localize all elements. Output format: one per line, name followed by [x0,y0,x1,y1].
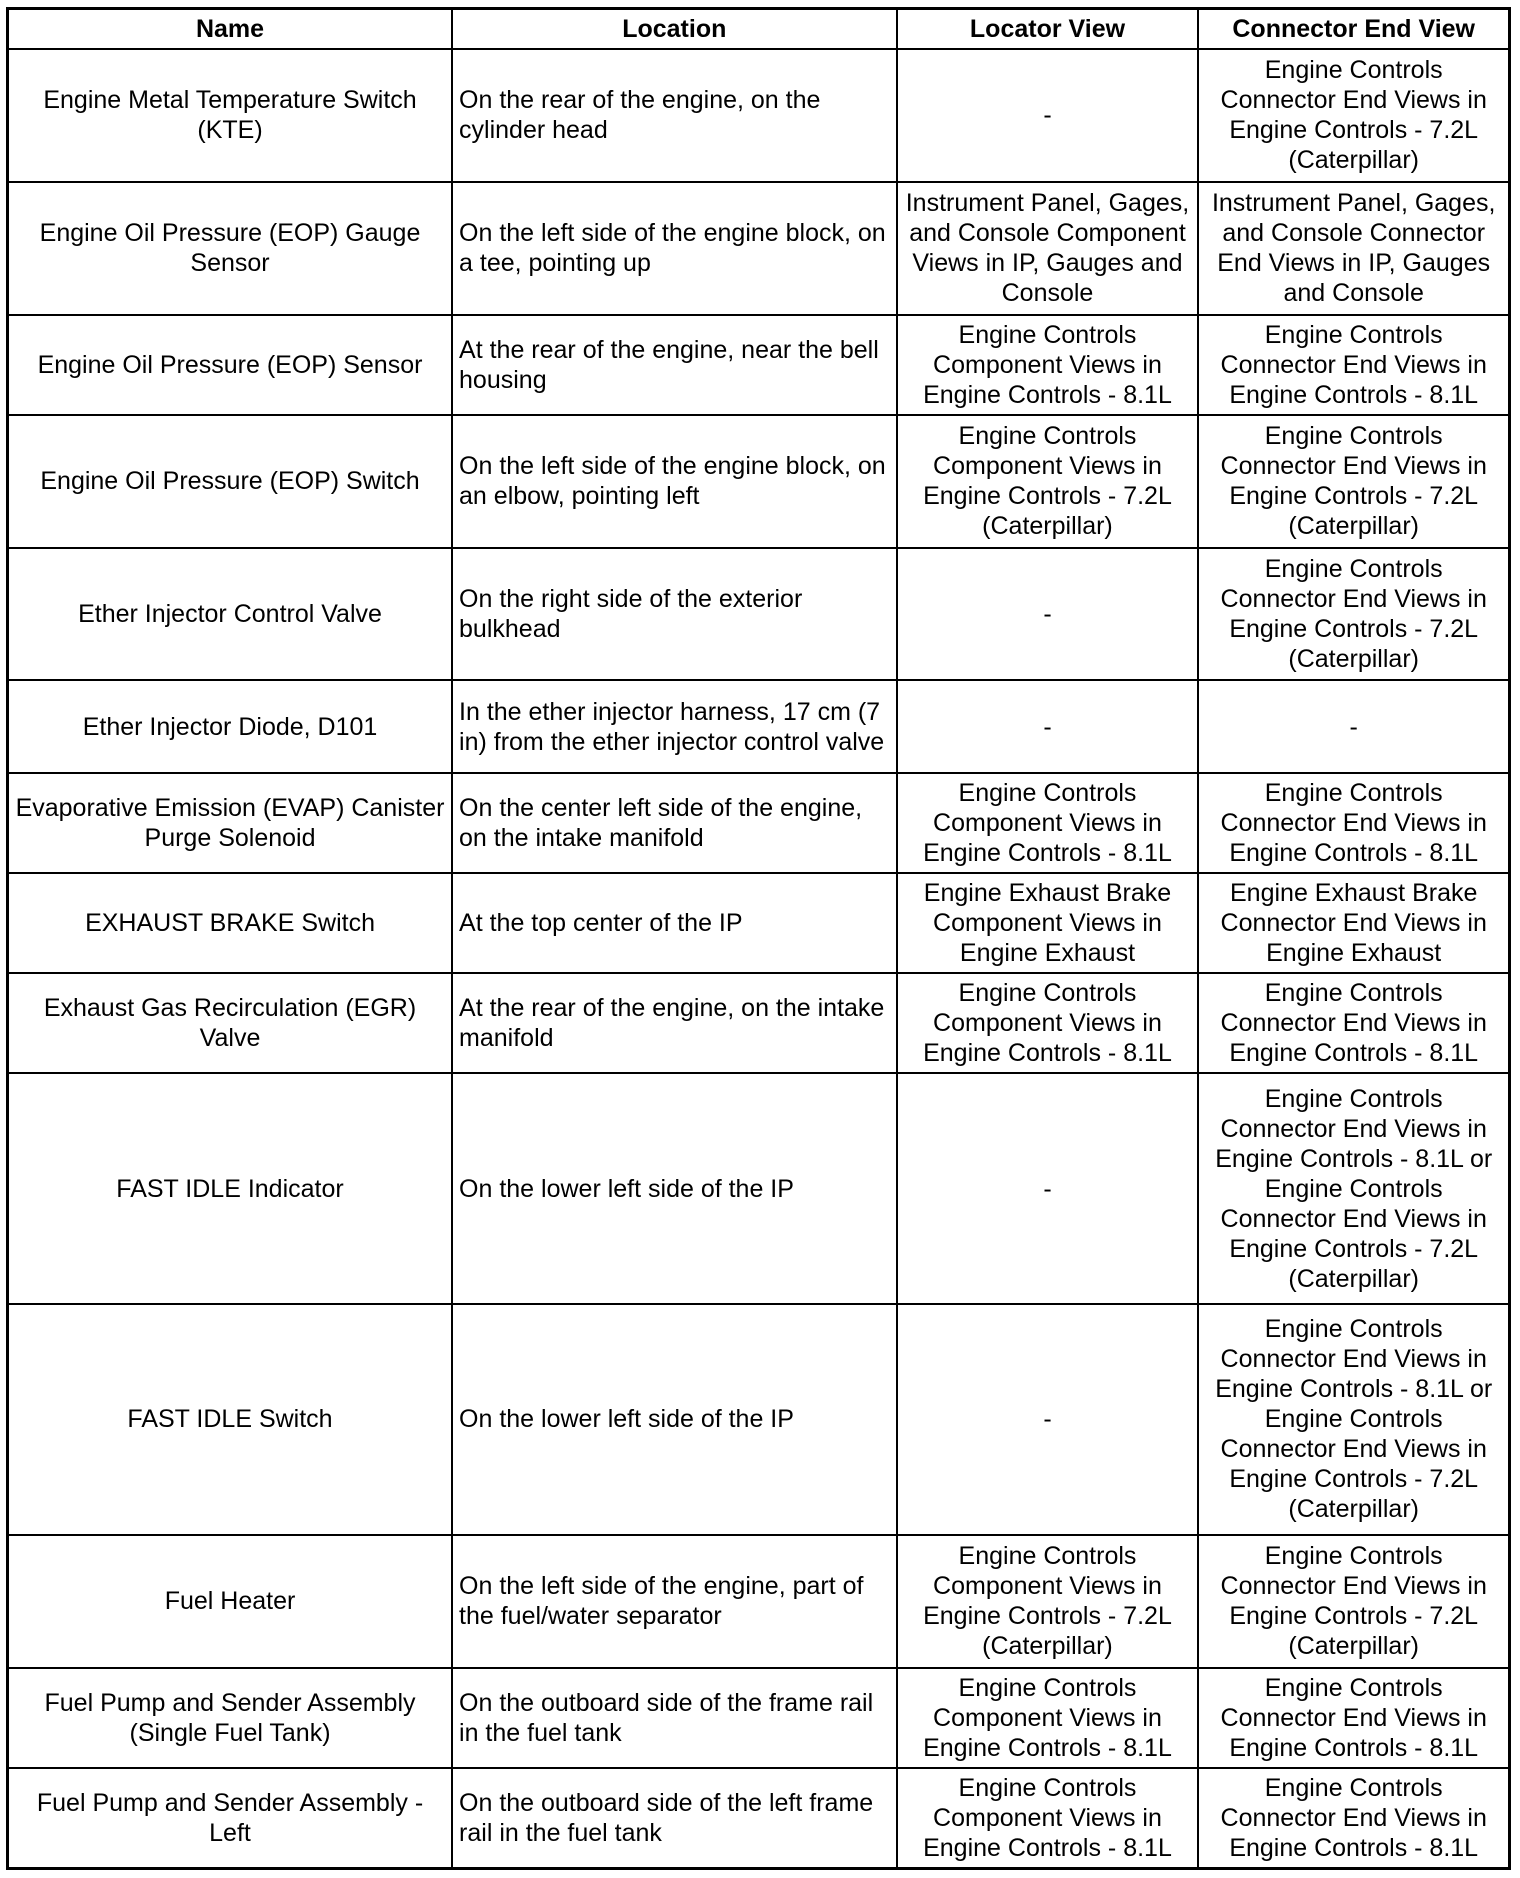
header-connector-end-view: Connector End View [1198,9,1509,50]
cell-locator-view: Instrument Panel, Gages, and Console Component Views in IP, Gauges and Console [897,182,1199,315]
header-locator-view: Locator View [897,9,1199,50]
cell-name: Engine Oil Pressure (EOP) Switch [8,415,453,548]
cell-name: Fuel Pump and Sender Assembly (Single Fuel Tank) [8,1668,453,1768]
cell-name: Engine Oil Pressure (EOP) Sensor [8,315,453,415]
cell-connector-end-view: Engine Controls Connector End Views in Engine Controls - 8.1L or Engine Controls Connector End Views in Engine Controls - 7.2L (Caterpillar) [1198,1073,1509,1304]
cell-location: At the rear of the engine, near the bell housing [452,315,897,415]
cell-name: FAST IDLE Switch [8,1304,453,1535]
cell-location: At the rear of the engine, on the intake manifold [452,973,897,1073]
table-row [8,1073,1510,1304]
cell-locator-view: Engine Controls Component Views in Engine Controls - 8.1L [897,773,1199,873]
cell-locator-view: Engine Controls Component Views in Engine Controls - 8.1L [897,973,1199,1073]
cell-name: Fuel Heater [8,1535,453,1668]
table-header-row [8,9,1510,50]
cell-name: Ether Injector Control Valve [8,548,453,681]
component-locator-table [6,7,1511,1870]
cell-locator-view: Engine Controls Component Views in Engine Controls - 7.2L (Caterpillar) [897,1535,1199,1668]
cell-locator-view: Engine Controls Component Views in Engine Controls - 8.1L [897,1668,1199,1768]
table-row [8,182,1510,315]
cell-locator-view: - [897,680,1199,773]
cell-locator-view: - [897,548,1199,681]
cell-location: On the outboard side of the frame rail in the fuel tank [452,1668,897,1768]
cell-name: Fuel Pump and Sender Assembly - Left [8,1768,453,1869]
cell-connector-end-view: Engine Exhaust Brake Connector End Views in Engine Exhaust [1198,873,1509,973]
table-row [8,1768,1510,1869]
cell-location: On the left side of the engine, part of the fuel/water separator [452,1535,897,1668]
cell-connector-end-view: Engine Controls Connector End Views in Engine Controls - 8.1L or Engine Controls Connector End Views in Engine Controls - 7.2L (Caterpillar) [1198,1304,1509,1535]
cell-location: At the top center of the IP [452,873,897,973]
cell-name: FAST IDLE Indicator [8,1073,453,1304]
cell-locator-view: - [897,1073,1199,1304]
cell-location: On the left side of the engine block, on a tee, pointing up [452,182,897,315]
cell-connector-end-view: Engine Controls Connector End Views in Engine Controls - 8.1L [1198,1668,1509,1768]
table-row [8,680,1510,773]
cell-locator-view: Engine Exhaust Brake Component Views in Engine Exhaust [897,873,1199,973]
cell-locator-view: Engine Controls Component Views in Engine Controls - 8.1L [897,1768,1199,1869]
cell-location: On the outboard side of the left frame rail in the fuel tank [452,1768,897,1869]
cell-connector-end-view: Engine Controls Connector End Views in Engine Controls - 8.1L [1198,773,1509,873]
table-row [8,548,1510,681]
cell-location: On the center left side of the engine, on the intake manifold [452,773,897,873]
cell-location: On the left side of the engine block, on an elbow, pointing left [452,415,897,548]
table-row [8,773,1510,873]
table-row [8,1304,1510,1535]
cell-connector-end-view: Engine Controls Connector End Views in Engine Controls - 7.2L (Caterpillar) [1198,1535,1509,1668]
cell-connector-end-view: Engine Controls Connector End Views in Engine Controls - 8.1L [1198,973,1509,1073]
cell-name: Ether Injector Diode, D101 [8,680,453,773]
table-row [8,1668,1510,1768]
table-row [8,49,1510,182]
cell-locator-view: Engine Controls Component Views in Engine Controls - 8.1L [897,315,1199,415]
header-name: Name [8,9,453,50]
cell-connector-end-view: Engine Controls Connector End Views in Engine Controls - 8.1L [1198,315,1509,415]
cell-name: Evaporative Emission (EVAP) Canister Purge Solenoid [8,773,453,873]
cell-connector-end-view: Engine Controls Connector End Views in Engine Controls - 7.2L (Caterpillar) [1198,49,1509,182]
cell-location: On the rear of the engine, on the cylinder head [452,49,897,182]
cell-location: On the right side of the exterior bulkhead [452,548,897,681]
cell-name: Engine Oil Pressure (EOP) Gauge Sensor [8,182,453,315]
cell-name: Engine Metal Temperature Switch (KTE) [8,49,453,182]
table-row [8,873,1510,973]
table-row [8,1535,1510,1668]
cell-name: EXHAUST BRAKE Switch [8,873,453,973]
table-row [8,315,1510,415]
table-row [8,973,1510,1073]
cell-connector-end-view: - [1198,680,1509,773]
cell-connector-end-view: Instrument Panel, Gages, and Console Connector End Views in IP, Gauges and Console [1198,182,1509,315]
cell-location: On the lower left side of the IP [452,1304,897,1535]
cell-locator-view: Engine Controls Component Views in Engine Controls - 7.2L (Caterpillar) [897,415,1199,548]
table-row [8,415,1510,548]
cell-location: In the ether injector harness, 17 cm (7 in) from the ether injector control valve [452,680,897,773]
cell-connector-end-view: Engine Controls Connector End Views in Engine Controls - 7.2L (Caterpillar) [1198,415,1509,548]
cell-connector-end-view: Engine Controls Connector End Views in Engine Controls - 8.1L [1198,1768,1509,1869]
cell-locator-view: - [897,49,1199,182]
cell-locator-view: - [897,1304,1199,1535]
cell-connector-end-view: Engine Controls Connector End Views in Engine Controls - 7.2L (Caterpillar) [1198,548,1509,681]
cell-location: On the lower left side of the IP [452,1073,897,1304]
header-location: Location [452,9,897,50]
cell-name: Exhaust Gas Recirculation (EGR) Valve [8,973,453,1073]
